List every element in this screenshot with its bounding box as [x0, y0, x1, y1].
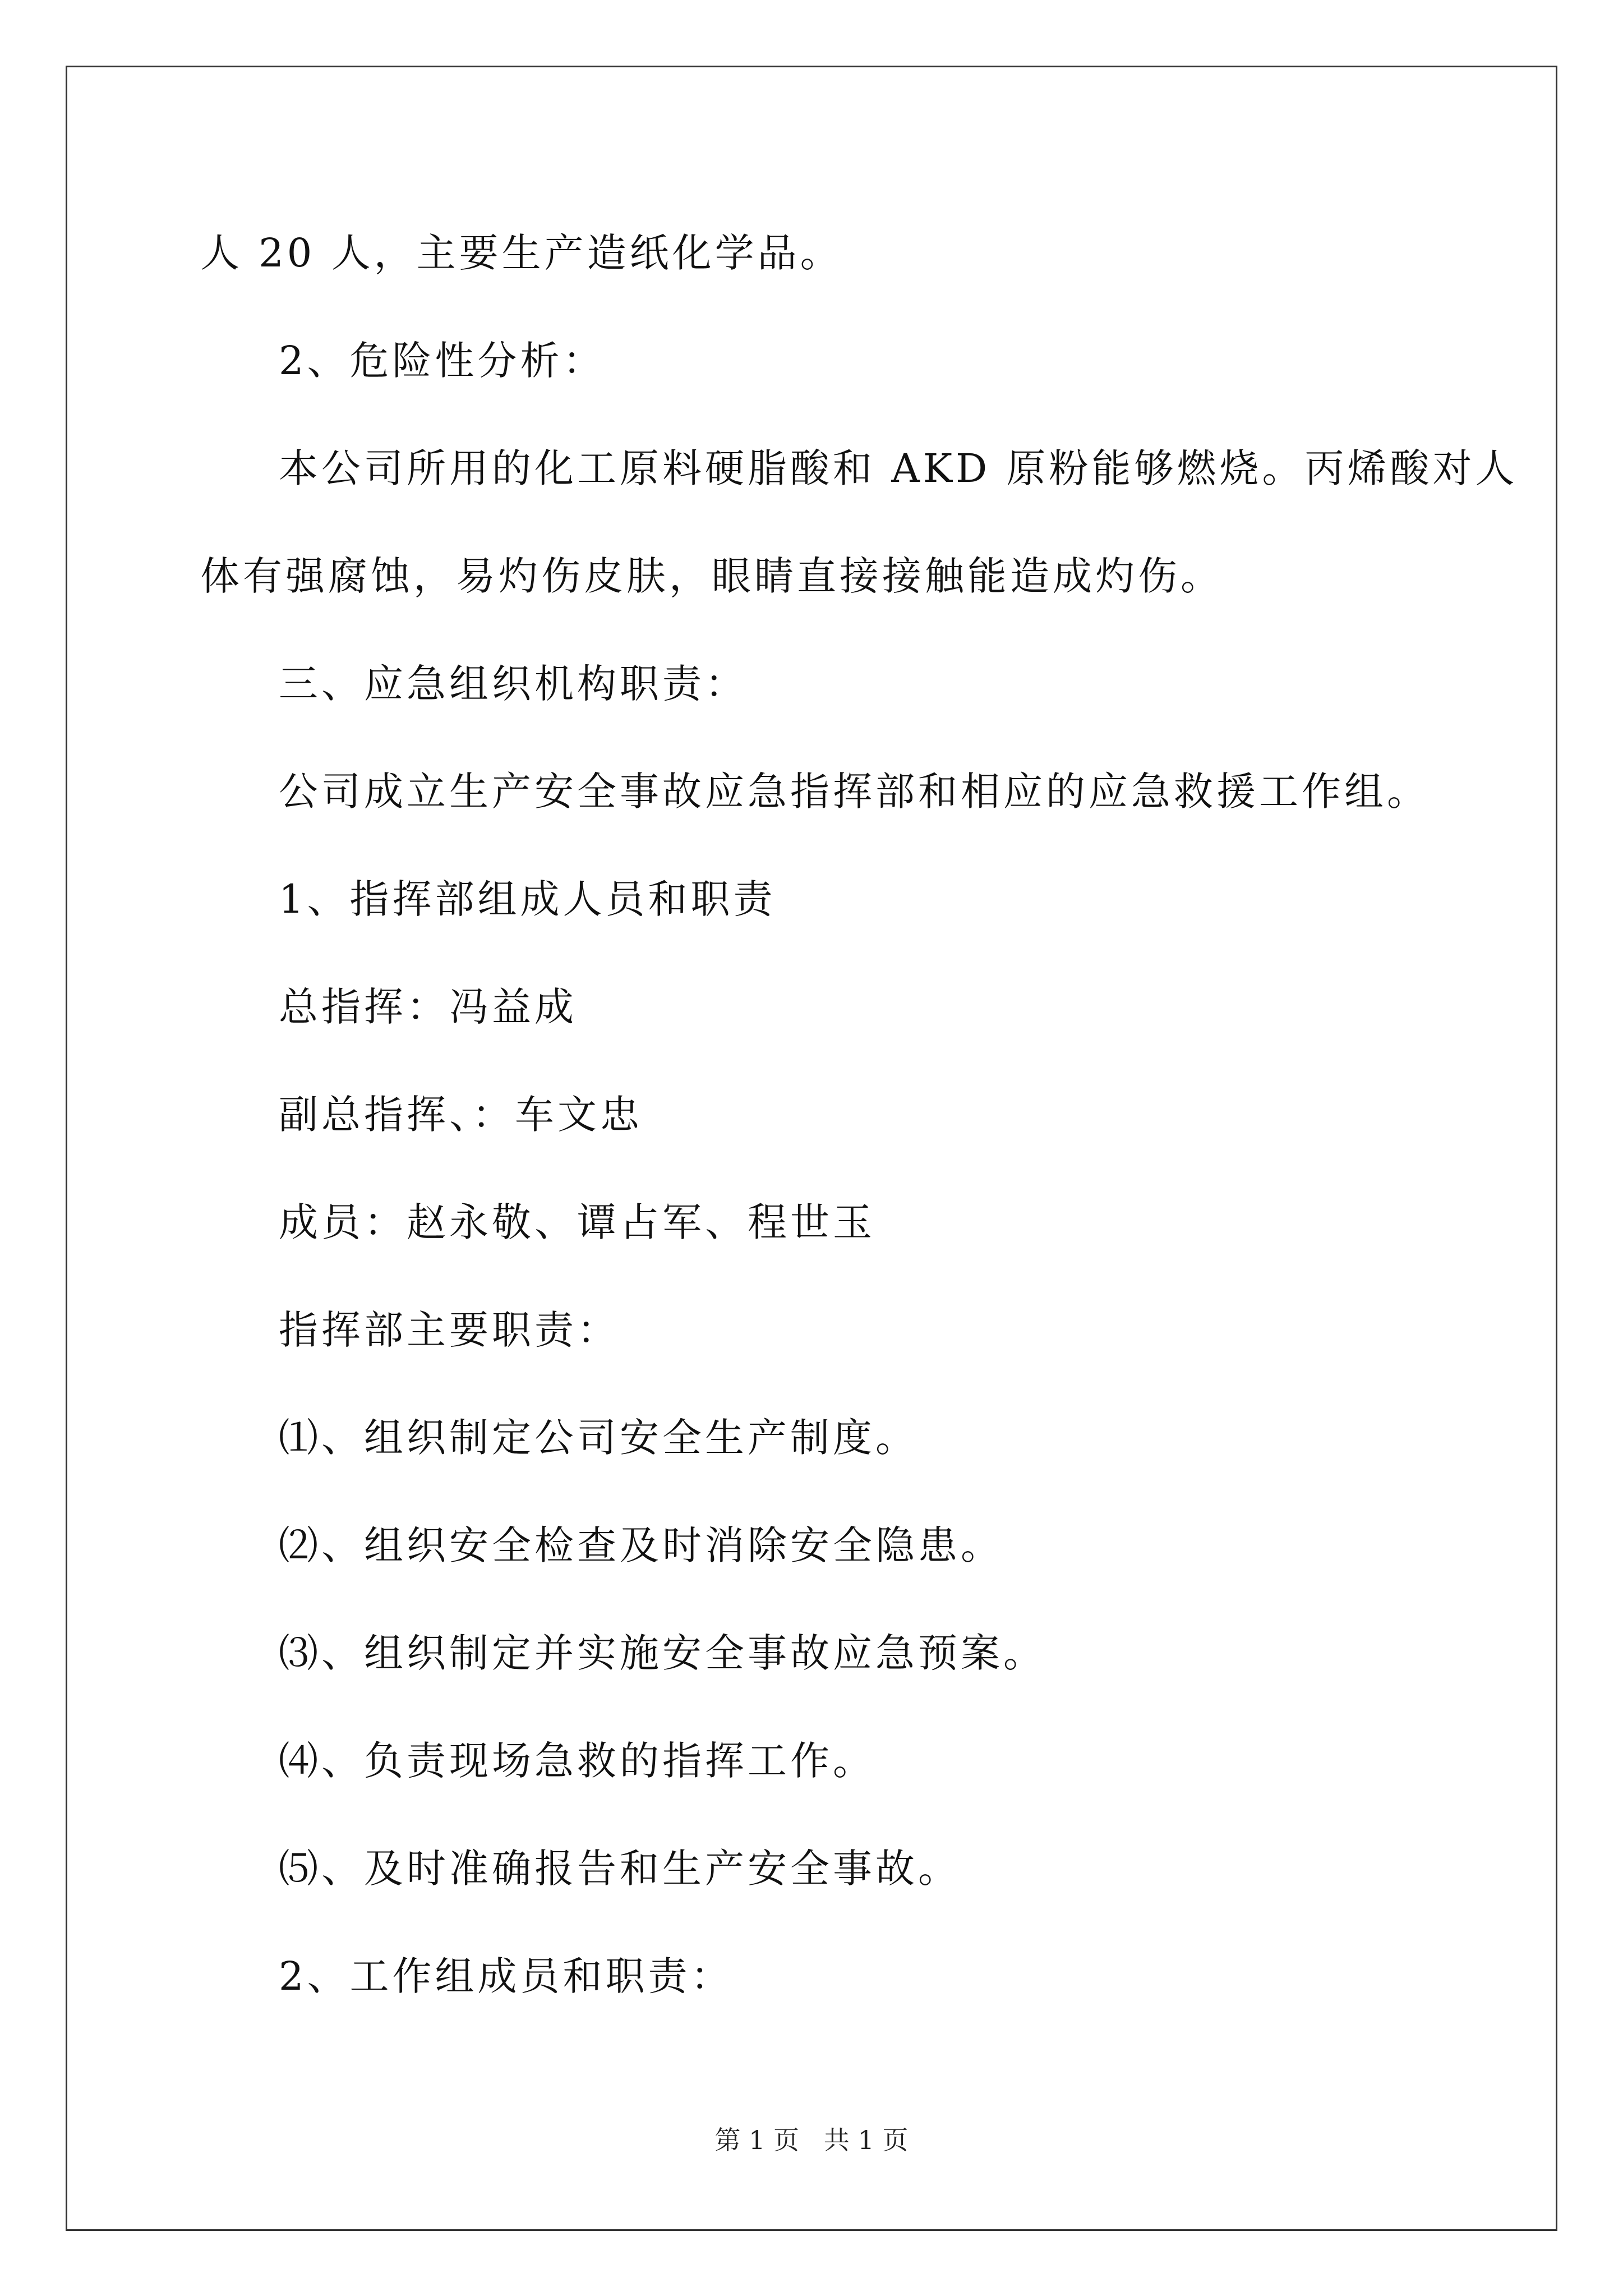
- list-item: ⑷、负责现场急救的指挥工作。: [279, 1738, 875, 1784]
- page-footer: 第 1 页 共 1 页: [714, 2125, 909, 2155]
- list-item: ⑴、组织制定公司安全生产制度。: [279, 1415, 918, 1461]
- page-border: [66, 66, 1557, 2231]
- paragraph-line: 公司成立生产安全事故应急指挥部和相应的应急救援工作组。: [279, 769, 1430, 815]
- list-item: ⑵、组织安全检查及时消除安全隐患。: [279, 1522, 1003, 1568]
- paragraph-line: 指挥部主要职责：: [279, 1307, 620, 1353]
- list-item: ⑶、组织制定并实施安全事故应急预案。: [279, 1630, 1046, 1676]
- paragraph-line: 副总指挥、：车文忠: [279, 1092, 643, 1138]
- subsection-heading: 1、指挥部组成人员和职责: [279, 876, 776, 922]
- paragraph-line: 体有强腐蚀，易灼伤皮肤，眼睛直接接触能造成灼伤。: [200, 553, 1223, 599]
- list-item: ⑸、及时准确报告和生产安全事故。: [279, 1846, 961, 1892]
- section-heading: 三、应急组织机构职责：: [279, 661, 748, 707]
- paragraph-line: 人 20 人，主要生产造纸化学品。: [200, 230, 843, 276]
- paragraph-line: 2、危险性分析：: [279, 338, 606, 384]
- subsection-heading: 2、工作组成员和职责：: [279, 1953, 734, 1999]
- paragraph-line: 本公司所用的化工原料硬脂酸和 AKD 原粉能够燃烧。丙烯酸对人: [279, 445, 1518, 491]
- paragraph-line: 总指挥：冯益成: [279, 984, 577, 1030]
- paragraph-line: 成员：赵永敬、谭占军、程世玉: [279, 1199, 875, 1245]
